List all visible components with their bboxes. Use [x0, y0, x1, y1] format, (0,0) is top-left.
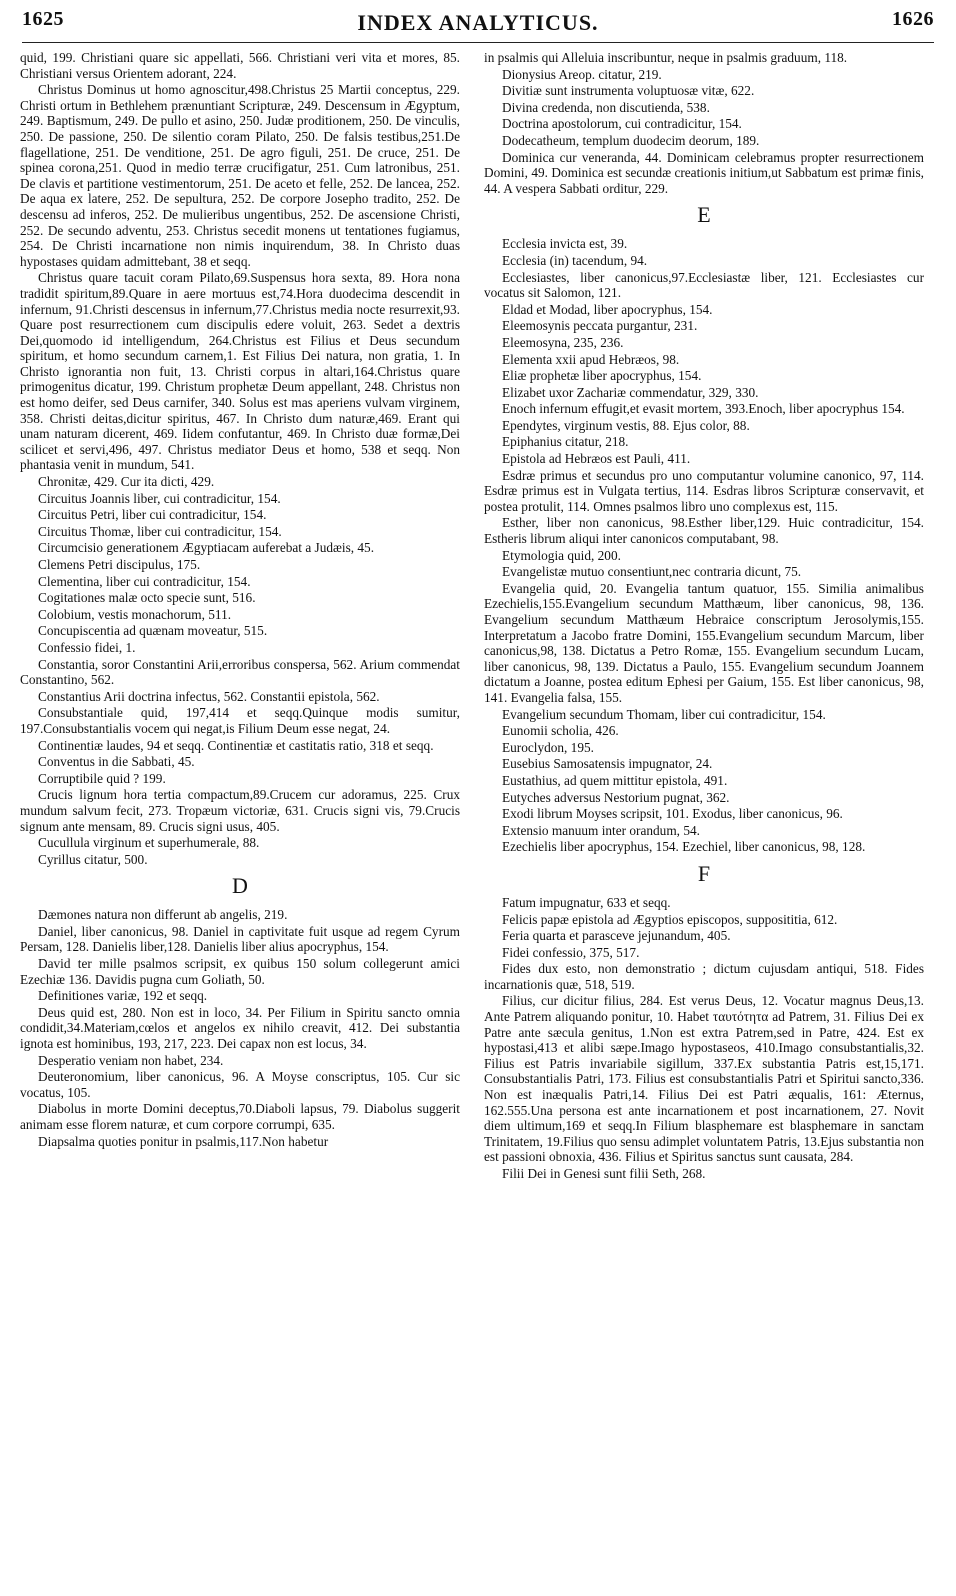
index-entry: Desperatio veniam non habet, 234. — [38, 1052, 224, 1068]
index-entry: Circuitus Joannis liber, cui contradicitur, 154. — [38, 490, 281, 506]
index-entry: Clementina, liber cui contradicitur, 154. — [38, 573, 251, 589]
section-letter-e: E — [697, 202, 711, 228]
index-entry: Epistola ad Hebræos est Pauli, 411. — [502, 451, 691, 467]
index-entry: Exodi librum Moyses scripsit, 101. Exodus, liber canonicus, 96. — [502, 806, 843, 822]
index-entry: Christus Dominus ut homo agnoscitur,498.Christus 25 Martii conceptus, 229. Christi ortum in Bethlehem prænuntiant Scripturæ, 249. Descensum in Ægyptum, 249. Baptismum, 249. De pullo et asino, 250. Judæ proditionem, 250. De vinculis, 250. De passione, 250. De silentio coram Pilato, 250. De falsis testibus,251.De flagellatione, 251. De venditione, 251. De agro figuli, 251. De cruce, 251. De spinea corona,251. Quod in medio terræ crucifigatur, 251. Cum latronibus, 251. De clavis et partitione vestimentorum, 251. De aceto et felle, 252. De lancea, 252. De aqua ex latere, 252. De sepultura, 252. De corpore Josepho tradito, 252. De descensu ad inferos, 252. De mulieribus ungentibus, 252. De ascensione Christi, 252. De secundo adventu, 253. Christus secedit monens ut tentationes fugiamus, 254. De Christi incarnatione non nimis inquirendum, 38. In Christo duas hypostases quidam admittebant, 38 et seqq. — [20, 82, 460, 269]
index-entry: Ezechielis liber apocryphus, 154. Ezechiel, liber canonicus, 98, 128. — [502, 839, 866, 855]
index-entry: Cucullula virginum et superhumerale, 88. — [38, 835, 260, 851]
index-entry: Eutyches adversus Nestorium pugnat, 362. — [502, 789, 730, 805]
index-entry: Consubstantiale quid, 197,414 et seqq.Quinque modis sumitur, 197.Consubstantialis vocem qui negat,is Filium Deum esse negat, 24. — [20, 705, 460, 736]
index-entry: Confessio fidei, 1. — [38, 639, 136, 655]
index-entry: Deuteronomium, liber canonicus, 96. A Moyse conscriptus, 105. Cur sic vocatus, 105. — [20, 1069, 460, 1100]
index-entry: Circuitus Thomæ, liber cui contradicitur, 154. — [38, 523, 282, 539]
running-head — [22, 8, 934, 43]
index-entry: Eleemosynis peccata purgantur, 231. — [502, 318, 698, 334]
index-entry: Elizabet uxor Zachariæ commendatur, 329, 330. — [502, 384, 759, 400]
index-entry: Evangelia quid, 20. Evangelia tantum quatuor, 155. Similia animalibus Ezechielis,155.Evangelium secundum Matthæum, liber canonicus, 98, 136. Evangelium secundum Matthæum Hebraice conscriptum Jerosolymis,155. Interpretatum a Jacobo fratre Domini, 155.Evangelium secundum Marcum, liber canonicus,98, 138. Dictatus a Petro Romæ, 155. Evangelium secundum Lucam, liber canonicus, 98, 139. Dictatus a Paulo, 155. Evangelium secundum Joannem dictatum a Joanne, postea editum Ephesi per Gaium, 155. Est liber canonicus, 98, 141. Evangelia falsa, 155. — [484, 580, 924, 705]
index-entry: Concupiscentia ad quænam moveatur, 515. — [38, 623, 268, 639]
index-entry: Fides dux esto, non demonstratio ; dictum cujusdam antiqui, 518. Fides incarnationis quæ, 518, 519. — [484, 961, 924, 992]
index-entry: Eleemosyna, 235, 236. — [502, 334, 624, 350]
index-entry: Eustathius, ad quem mittitur epistola, 491. — [502, 772, 728, 788]
index-entry: Eldad et Modad, liber apocryphus, 154. — [502, 301, 713, 317]
left-column — [20, 50, 460, 1150]
index-entry: Felicis papæ epistola ad Ægyptios episcopos, supposititia, 612. — [502, 911, 838, 927]
index-entry: Diapsalma quoties ponitur in psalmis,117.Non habetur — [38, 1133, 329, 1149]
index-entry: Evangelistæ mutuo consentiunt,nec contraria dicunt, 75. — [502, 564, 802, 580]
index-entry: Dæmones natura non differunt ab angelis, 219. — [38, 907, 288, 923]
index-entry: Fidei confessio, 375, 517. — [502, 944, 640, 960]
index-entry: Colobium, vestis monachorum, 511. — [38, 606, 232, 622]
page-number-right: 1626 — [892, 8, 934, 30]
index-entry: Eunomii scholia, 426. — [502, 723, 619, 739]
index-entry: Constantia, soror Constantini Arii,erroribus conspersa, 562. Arium commendat Constantino, 562. — [20, 656, 460, 688]
index-entry: Etymologia quid, 200. — [502, 547, 621, 563]
index-entry: Corruptibile quid ? 199. — [38, 770, 166, 786]
index-entry: Divitiæ sunt instrumenta voluptuosæ vitæ, 622. — [502, 83, 755, 99]
section-letter-d: D — [232, 873, 248, 899]
index-entry: Cyrillus citatur, 500. — [38, 851, 148, 867]
index-entry: Divina credenda, non discutienda, 538. — [502, 99, 710, 115]
index-entry: Continentiæ laudes, 94 et seqq. Continentiæ et castitatis ratio, 318 et seqq. — [38, 737, 434, 753]
index-entry: Dodecatheum, templum duodecim deorum, 189. — [502, 132, 760, 148]
index-entry: Chronitæ, 429. Cur ita dicti, 429. — [38, 474, 215, 490]
index-entry: Crucis lignum hora tertia compactum,89.Crucem cur adoramus, 225. Crux mundum salvum fecit, 273. Tropæum victoriæ, 631. Crucis signi vis, 79.Crucis signum ante mensam, 89. Crucis signi usus, 405. — [20, 787, 460, 834]
index-entry: Circuitus Petri, liber cui contradicitur, 154. — [38, 507, 267, 523]
index-entry: Cogitationes malæ octo specie sunt, 516. — [38, 590, 256, 606]
index-entry: Dominica cur veneranda, 44. Dominicam celebramus propter resurrectionem Domini, 49. Dominica est secundæ creationis initium,ut Sabbatum est primæ finis, 44. A vespera Sabbati orditur, 229. — [484, 149, 924, 196]
index-entry: Esdræ primus et secundus pro uno computantur volumine canonico, 97, 114. Esdræ primus est in Vulgata tertius, 114. Esdras libros Scripturæ conservavit, et postea protulit, 114. Omnes psalmos libro uno complexus est, 115. — [484, 467, 924, 514]
index-entry: Deus quid est, 280. Non est in loco, 34. Per Filium in Spiritu sancto omnia condidit,34.Materiam,cœlos et angelos ex nihilo creavit, 412. Dei substantia ignota est hominibus, 193, 217, 223. Dei capax non est locus, 34. — [20, 1004, 460, 1052]
index-entry: Filius, cur dicitur filius, 284. Est verus Deus, 12. Vocatur magnus Deus,13. Ante Patrem aliquando ponitur, 10. Habet ταυτότητα ad Patrem, 31. Filius Dei ex Patre ante sæcula genitus, 1.Non est extra Patrem,sed in Patre, 424. Est ex hypostasi,413 et alibi sæpe.Imago hypostaseos, 410.Imago consubstantialis,32. Filius est Patris invariabile sigillum, 337.Ex substantia Patris est,15,171. Consubstantialis Patri, 173. Filius est consubstantialis Patri et Spiritui sancto,336. Non est inæqualis Patri,14. Filius Dei est Patri æqualis, 161: Æternus, 162.555.Una persona est ante incarnationem et post incarnationem, 27. Novit diem ultimum,169 et seqq.In Filium blasphemare est blasphemare in sanctam Trinitatem, 19.Filius quo sensu adimplet voluntatem Patris, 13.Ejus substantia non est passioni obnoxia, 436. Filius et Spiritus sanctus sunt causata, 284. — [484, 993, 924, 1165]
index-entry: in psalmis qui Alleluia inscribuntur, neque in psalmis graduum, 118. — [484, 50, 848, 65]
index-entry: Conventus in die Sabbati, 45. — [38, 754, 195, 770]
index-entry: David ter mille psalmos scripsit, ex quibus 150 solum collegerunt amici Ezechiæ 136. Davidis pugna cum Goliath, 50. — [20, 956, 460, 987]
index-entry: quid, 199. Christiani quare sic appellati, 566. Christiani veri vita et mores, 85. Christiani versus Orientem adorant, 224. — [20, 50, 460, 81]
index-entry: Epiphanius citatur, 218. — [502, 434, 629, 450]
index-entry: Filii Dei in Genesi sunt filii Seth, 268. — [502, 1166, 706, 1181]
index-entry: Ecclesia (in) tacendum, 94. — [502, 252, 648, 268]
index-entry: Ecclesia invicta est, 39. — [502, 236, 628, 252]
index-entry: Extensio manuum inter orandum, 54. — [502, 822, 700, 838]
page-title: INDEX ANALYTICUS. — [357, 10, 599, 35]
index-entry: Feria quarta et parasceve jejunandum, 405. — [502, 928, 731, 944]
index-entry: Daniel, liber canonicus, 98. Daniel in captivitate fuit usque ad regem Cyrum Persam, 128. Danielis liber,128. Danielis liber alius apocryphus, 154. — [20, 923, 460, 955]
index-entry: Dionysius Areop. citatur, 219. — [502, 66, 662, 82]
index-entry: Eliæ prophetæ liber apocryphus, 154. — [502, 368, 702, 384]
index-entry: Evangelium secundum Thomam, liber cui contradicitur, 154. — [502, 706, 826, 722]
section-letter-f: F — [697, 860, 711, 886]
index-entry: Ependytes, virginum vestis, 88. Ejus color, 88. — [502, 417, 750, 433]
index-entry: Christus quare tacuit coram Pilato,69.Suspensus hora sexta, 89. Hora nona tradidit spiritum,89.Quare in aere mortuus est,74.Hora duodecima descendit in infernum, 91.Christi descensus in infernum,77.Christus media nocte resurrexit,93. Quare post resurrectionem cum discipulis edere voluit, 263. Sedet a dextris Dei,quomodo id intelligendum, 264.Christus est Filius et Deus secundum spiritum, et homo secundum carnem,1. Est Filius Dei natura, non gratia, 1. In Christo ignorantia non fuit, 13. Christi corpus in altari,164.Christus quare primogenitus dicatur, 199. Christum prophetæ Deum appellant, 248. Christus non est homo deifer, sed Deus carnifer, 340. Solus est mas aperiens vulvam virginem, 358. Christi deitas,dicitur spiritus, 467. In Christo dum naturæ,469. Erant qui unam naturam dicerent, 469. Iidem confutantur, 469. In Christo duæ formæ,Dei scilicet et servi,496, 497. Christus mediator Deus et homo, 538 et seqq. Non phantasia venit in mundum, 541. — [20, 270, 460, 473]
index-entry: Eusebius Samosatensis impugnator, 24. — [502, 756, 713, 772]
index-entry: Diabolus in morte Domini deceptus,70.Diaboli lapsus, 79. Diabolus suggerit animam esse florem naturæ, et cum corpore corrumpi, 635. — [20, 1101, 460, 1132]
index-entry: Esther, liber non canonicus, 98.Esther liber,129. Huic contradicitur, 154. Estheris librum aliqui inter canonicos computabant, 98. — [484, 515, 924, 547]
index-entry: Euroclydon, 195. — [502, 739, 594, 755]
index-entry: Ecclesiastes, liber canonicus,97.Ecclesiastæ liber, 121. Ecclesiastes cur vocatus sit Salomon, 121. — [484, 269, 924, 301]
index-entry: Definitiones variæ, 192 et seqq. — [38, 988, 208, 1004]
index-entry: Clemens Petri discipulus, 175. — [38, 557, 201, 572]
index-entry: Circumcisio generationem Ægyptiacam auferebat a Judæis, 45. — [38, 540, 375, 556]
right-column — [484, 50, 924, 1183]
index-entry: Elementa xxii apud Hebræos, 98. — [502, 351, 680, 367]
index-entry: Fatum impugnatur, 633 et seqq. — [502, 894, 671, 910]
index-entry: Constantius Arii doctrina infectus, 562. Constantii epistola, 562. — [38, 688, 380, 704]
page-number-left: 1625 — [22, 8, 64, 30]
index-entry: Doctrina apostolorum, cui contradicitur, 154. — [502, 116, 742, 132]
index-entry: Enoch infernum effugit,et evasit mortem, 393.Enoch, liber apocryphus 154. — [502, 401, 905, 417]
